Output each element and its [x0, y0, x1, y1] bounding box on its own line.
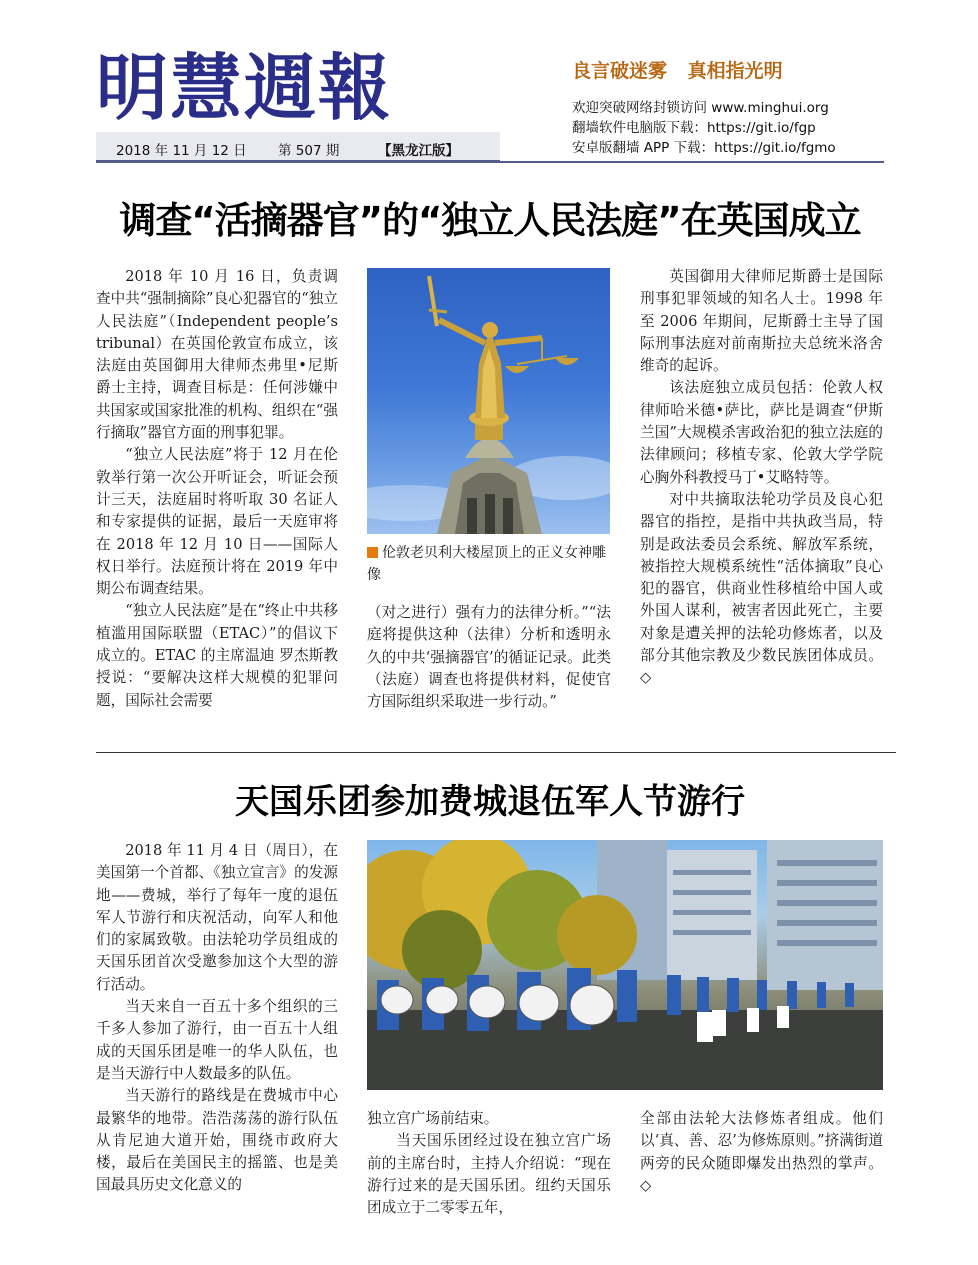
article2-paragraph: 当天国乐团经过设在独立宫广场前的主席台时，主持人介绍说：“现在游行过来的是天国乐团。纽约天国乐团成立于二零零五年， — [367, 1132, 611, 1217]
article2-paragraph: 独立宫广场前结束。 — [367, 1110, 499, 1127]
lady-justice-illustration — [367, 268, 610, 534]
article1-paragraph: “独立人民法庭”是在“终止中共移植滥用国际联盟（ETAC）”的倡议下成立的。ETAC 的主席温迪 罗杰斯教授说：“要解决这样大规模的犯罪问题，国际社会需要 — [96, 602, 338, 709]
parade-photo — [367, 840, 883, 1090]
issue-date: 2018 年 11 月 12 日 — [116, 143, 247, 159]
article2-column-2 — [367, 1108, 611, 1219]
article1-paragraph: 2018 年 10 月 16 日，负责调查中共“强制摘除”良心犯器官的“独立人民法庭”（Independent people’s tribunal）在英国伦敦宣布成立，该法庭由英国御用大律师杰弗里•尼斯爵士主持，调查目标是：任何涉嫌中共国家或国家批准的机构、组织在“强行摘取”器官方面的刑事犯罪。 — [96, 268, 338, 442]
article1-paragraph: “独立人民法庭”将于 12 月在伦敦举行第一次公开听证会，听证会预计三天，法庭届时将听取 30 名证人和专家提供的证据，最后一天庭审将在 2018 年 12 月 10 日——国际人权日举行。法庭预计将在 2019 年中期公布调查结果。 — [96, 446, 338, 598]
access-line-pc-download: 翻墙软件电脑版下载：https://git.io/fgp — [572, 120, 816, 136]
article1-paragraph: 该法庭独立成员包括：伦敦人权律师哈米德•萨比，萨比是调查“伊斯兰国”大规模杀害政治犯的独立法庭的法律顾问；移植专家、伦敦大学学院心胸外科教授马丁•艾略特等。 — [640, 379, 883, 486]
access-line-website: 欢迎突破网络封锁访问 www.minghui.org — [572, 100, 829, 116]
masthead-rule — [96, 161, 884, 163]
issue-edition: 【黑龙江版】 — [378, 143, 459, 159]
article1-paragraph: 英国御用大律师尼斯爵士是国际刑事犯罪领域的知名人士。1998 年至 2006 年期间，尼斯爵士主导了国际刑事法庭对前南斯拉夫总统米洛舍维奇的起诉。 — [640, 268, 883, 375]
issue-number: 第 507 期 — [278, 143, 340, 159]
article2-paragraph: 全部由法轮大法修炼者组成。他们以‘真、善、忍’为修炼原则。”挤满街道两旁的民众随即爆发出热烈的掌声。◇ — [640, 1110, 883, 1194]
article2-headline: 天国乐团参加费城退伍军人节游行 — [235, 782, 745, 822]
article2-paragraph: 当天游行的路线是在费城市中心最繁华的地带。浩浩荡荡的游行队伍从肯尼迪大道开始，围绕市政府大楼，最后在美国民主的摇篮、也是美国最具历史文化意义的 — [96, 1087, 338, 1194]
article2-paragraph: 2018 年 11 月 4 日（周日），在美国第一个首都、《独立宣言》的发源地——费城，举行了每年一度的退伍军人节游行和庆祝活动，向军人和他们的家属致敬。由法轮功学员组成的天国乐团首次受邀参加这个大型的游行活动。 — [96, 842, 338, 993]
article2-column-3 — [640, 1108, 883, 1197]
article2-paragraph: 当天来自一百五十多个组织的三千多人参加了游行，由一百五十人组成的天国乐团是唯一的华人队伍，也是当天游行中人数最多的队伍。 — [96, 998, 338, 1082]
article1-paragraph: （对之进行）强有力的法律分析。”“法庭将提供这种（法律）分析和透明永久的中共‘强摘器官’的循证记录。此类（法庭）调查也将提供材料，促使官方国际组织采取进一步行动。” — [367, 604, 611, 711]
parade-illustration — [367, 840, 883, 1090]
photo1-caption-text: 伦敦老贝利大楼屋顶上的正义女神雕像 — [367, 545, 606, 583]
article1-column-1 — [96, 266, 338, 712]
article1-paragraph: 对中共摘取法轮功学员及良心犯器官的指控，是指中共执政当局，特别是政法委员会系统、解放军系统，被指控大规模系统性“活体摘取”良心犯的器官，供商业性移植给中国人或外国人谋利，被害者因此死亡，主要对象是遭关押的法轮功修炼者，以及部分其他宗教及少数民族团体成员。◇ — [640, 490, 883, 687]
article2-column-1 — [96, 840, 338, 1197]
masthead-logo: 明慧週報 — [96, 46, 393, 130]
article1-headline: 调查“活摘器官”的“独立人民法庭”在英国成立 — [119, 199, 861, 242]
masthead-slogan: 良言破迷雾 真相指光明 — [572, 60, 783, 82]
article1-column-3 — [640, 266, 883, 690]
photo1-caption — [367, 542, 613, 586]
access-line-android-download: 安卓版翻墙 APP 下载：https://git.io/fgmo — [572, 140, 836, 156]
article1-column-2 — [367, 602, 611, 713]
lady-justice-photo — [367, 268, 610, 534]
caption-marker-icon — [367, 547, 378, 558]
section-divider — [96, 752, 896, 753]
